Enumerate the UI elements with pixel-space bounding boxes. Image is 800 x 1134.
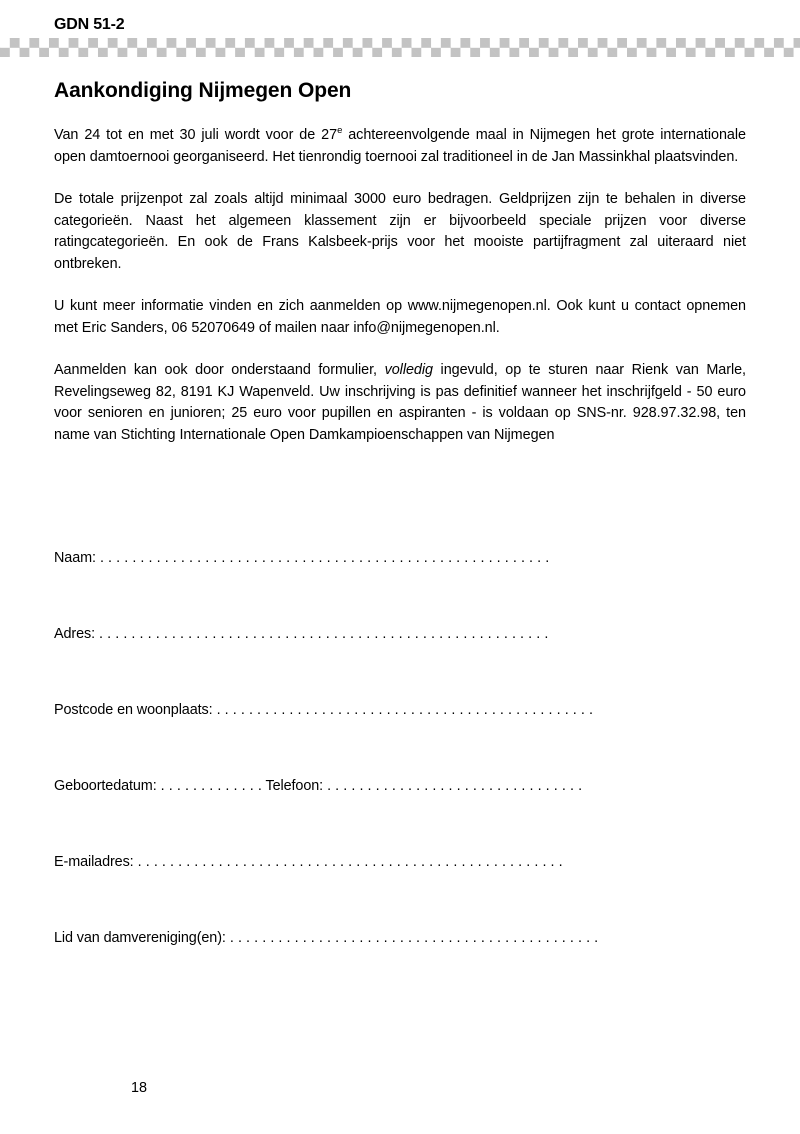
- form-dotted-line-geboortedatum[interactable]: . . . . . . . . . . . . .: [156, 778, 262, 794]
- paragraph-1-part-b: achtereenvolgende maal in Nijmegen het grote internationale open damtoernooi georganiseerd. Het tienrondig toernooi zal traditioneel in de Jan Massinkhal plaatsvinden.: [54, 127, 746, 165]
- form-label-adres: Adres:: [54, 626, 95, 642]
- checkerboard-divider: [0, 38, 800, 57]
- form-dotted-line-adres[interactable]: . . . . . . . . . . . . . . . . . . . . . . . . . . . . . . . . . . . . . . . . . . . . . . . . . . . . . . . .: [95, 626, 549, 642]
- ordinal-superscript: e: [337, 125, 343, 137]
- form-field-lid-van-damvereniging: [54, 928, 746, 1004]
- form-field-postcode-en-woonplaats: [54, 700, 746, 776]
- form-dotted-line-lid-van-damvereniging[interactable]: . . . . . . . . . . . . . . . . . . . . . . . . . . . . . . . . . . . . . . . . . . . . . .: [225, 930, 599, 946]
- form-label-telefoon: Telefoon:: [261, 778, 324, 794]
- paragraph-4-part-b: ingevuld, op te sturen naar Rienk van Marle, Revelingseweg 82, 8191 KJ Wapenveld. Uw inschrijving is pas definitief wanneer het inschrijfgeld - 50 euro voor senioren en junioren; 25 euro voor pupillen en aspiranten - is voldaan op SNS-nr. 928.97.32.98, ten name van Stichting Internationale Open Damkampioenschappen van Nijmegen: [54, 362, 747, 443]
- form-label-postcode-en-woonplaats: Postcode en woonplaats:: [54, 702, 213, 718]
- page-number: 18: [131, 1080, 148, 1096]
- form-dotted-line-postcode-en-woonplaats[interactable]: . . . . . . . . . . . . . . . . . . . . . . . . . . . . . . . . . . . . . . . . . . . . . . .: [212, 702, 594, 718]
- running-head: GDN 51-2: [54, 16, 125, 33]
- emphasis-volledig: volledig: [384, 362, 433, 379]
- form-label-e-mailadres: E-mailadres:: [54, 854, 134, 870]
- registration-form: [54, 548, 746, 1004]
- form-label-geboortedatum: Geboortedatum:: [54, 778, 157, 794]
- paragraph-1-part-a: Van 24 tot en met 30 juli wordt voor de 27: [54, 127, 338, 144]
- form-label-lid-van-damvereniging: Lid van damvereniging(en):: [54, 930, 226, 946]
- paragraph-2: De totale prijzenpot zal zoals altijd minimaal 3000 euro bedragen. Geldprijzen zijn te behalen in diverse categorieën. Naast het algemeen klassement zijn er bijvoorbeeld speciale prijzen voor diverse ratingcategorieën. En ook de Frans Kalsbeek-prijs voor het mooiste partijfragment zal uiteraard niet ontbreken.: [54, 191, 746, 272]
- page-title: Aankondiging Nijmegen Open: [54, 79, 352, 102]
- form-field-e-mailadres: [54, 852, 746, 928]
- form-dotted-line-e-mailadres[interactable]: . . . . . . . . . . . . . . . . . . . . . . . . . . . . . . . . . . . . . . . . . . . . . . . . . . . . .: [133, 854, 563, 870]
- page-header: [0, 0, 800, 57]
- form-label-naam: Naam:: [54, 550, 96, 566]
- form-dotted-line-naam[interactable]: . . . . . . . . . . . . . . . . . . . . . . . . . . . . . . . . . . . . . . . . . . . . . . . . . . . . . . . .: [95, 550, 550, 566]
- form-field-naam: [54, 548, 746, 624]
- paragraph-1: [54, 125, 746, 168]
- article-content: [54, 78, 746, 446]
- form-field-adres: [54, 624, 746, 700]
- form-dotted-line-telefoon[interactable]: . . . . . . . . . . . . . . . . . . . . . . . . . . . . . . . .: [323, 778, 583, 794]
- paragraph-4: [54, 360, 746, 446]
- paragraph-4-part-a: Aanmelden kan ook door onderstaand formulier,: [54, 362, 385, 379]
- paragraph-3: U kunt meer informatie vinden en zich aanmelden op www.nijmegenopen.nl. Ook kunt u contact opnemen met Eric Sanders, 06 52070649 of mailen naar info@nijmegenopen.nl.: [54, 298, 746, 336]
- form-field-geboortedatum-telefoon: [54, 776, 746, 852]
